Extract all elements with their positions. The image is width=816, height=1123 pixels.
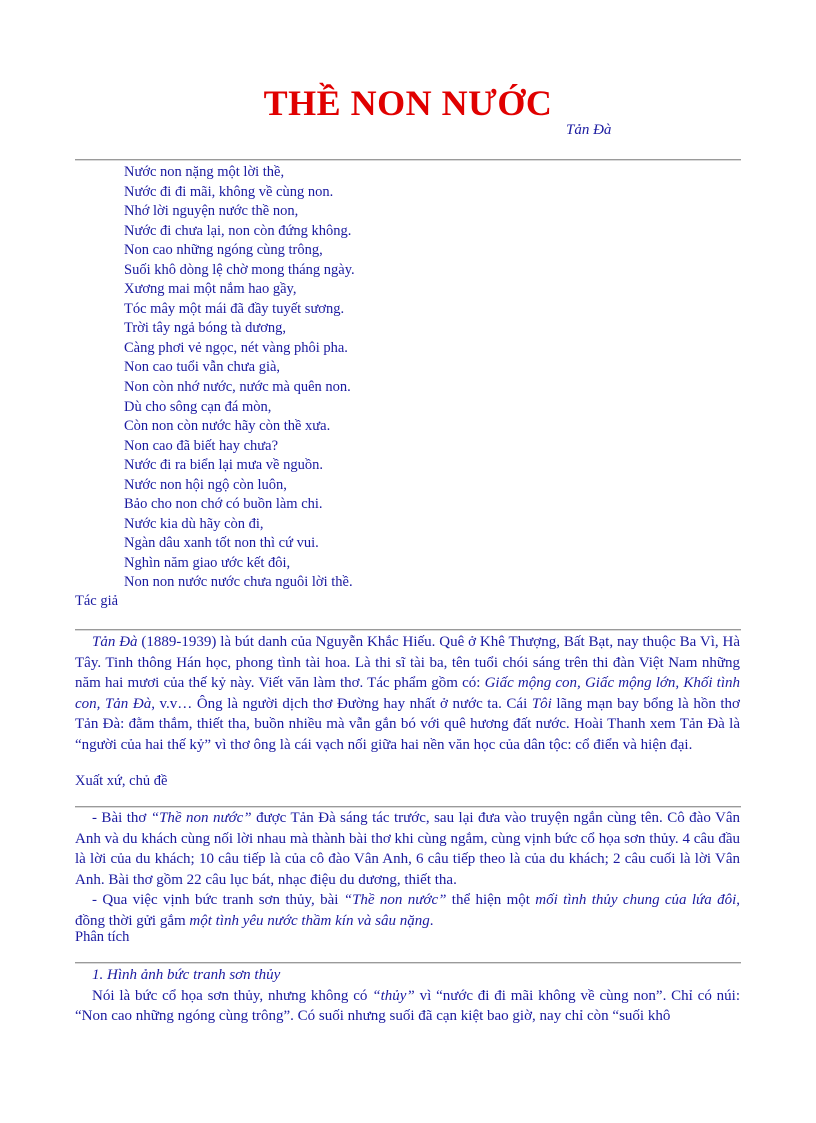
- section-heading-origin: Xuất xứ, chủ đề: [75, 773, 168, 789]
- toi-word: Tôi: [531, 695, 552, 712]
- origin-paragraph: [75, 808, 740, 931]
- analysis-text: vì “nước đi đi mãi không về cùng non”. Chỉ có núi: “Non cao những ngóng cùng trông”. Có suối nhưng suối đã cạn kiệt bao giờ, nay chỉ còn “suối khô: [75, 987, 740, 1024]
- poem-line: Nước đi đi mãi, không về cùng non.: [124, 183, 334, 200]
- origin-bullet-1: [75, 808, 740, 890]
- origin-text: thể hiện một: [446, 892, 536, 908]
- poem-line: Xương mai một nắm hao gầy,: [124, 281, 297, 298]
- section-heading-author: Tác giả: [75, 593, 119, 609]
- poem-title-ref: “Thề non nước”: [150, 810, 252, 826]
- poem-line: Trời tây ngả bóng tà dương,: [124, 320, 287, 337]
- poem-line: Nhớ lời nguyện nước thề non,: [124, 203, 299, 220]
- poem-title-ref: “Thề non nước”: [343, 892, 447, 908]
- poem-line: Non cao những ngóng cùng trông,: [124, 242, 323, 259]
- analysis-subheading: 1. Hình ảnh bức tranh sơn thủy: [92, 967, 281, 983]
- poem-line: Ngàn dâu xanh tốt non thì cứ vui.: [124, 535, 319, 552]
- poem-line: Nước đi ra biển lại mưa về nguồn.: [124, 457, 323, 474]
- poem-line: Nghìn năm giao ước kết đôi,: [124, 554, 291, 571]
- origin-bullet-2: [75, 890, 740, 931]
- author-text-3: lãng mạn bay bổng là hồn thơ Tản Đà: đằm thắm, thiết tha, buồn nhiều mà vẫn gắn bó với quê hương đất nước. Hoài Thanh xem Tản Đà là “người của hai thế kỷ” vì thơ ông là cái vạch nối giữa hai nền văn học của dân tộc: cổ điển và hiện đại.: [75, 695, 740, 753]
- works-list: Giấc mộng con, Giấc mộng lớn, Khối tình con, Tản Đà: [75, 675, 740, 712]
- poem-line: Nước non hội ngộ còn luôn,: [124, 476, 287, 493]
- poem-line: Nước non nặng một lời thề,: [124, 164, 285, 180]
- poem-line: Non cao tuổi vẫn chưa già,: [124, 359, 281, 376]
- author-text-1: (1889-1939) là bút danh của Nguyễn Khắc Hiếu. Quê ở Khê Thượng, Bất Bạt, nay thuộc Ba Vì, Hà Tây. Tinh thông Hán học, phong tình tài hoa. Là thi sĩ tài ba, tên tuổi chói sáng trên thi đàn Việt Nam những năm hai mươi của thế kỷ này. Viết văn làm thơ. Tác phẩm gồm có:: [75, 634, 740, 691]
- poem-line: Dù cho sông cạn đá mòn,: [124, 398, 272, 415]
- author-text-2: , v.v… Ông là người dịch thơ Đường hay nhất ở nước ta. Cái: [151, 695, 532, 712]
- poem-body: [124, 163, 355, 593]
- section-heading-analysis: Phân tích: [75, 929, 130, 945]
- horizontal-rule: [75, 629, 741, 631]
- author-paragraph: [75, 632, 740, 755]
- poem-line: Nước đi chưa lại, non còn đứng không.: [124, 222, 352, 239]
- origin-text: .: [429, 912, 434, 929]
- origin-text: được Tản Đà sáng tác trước, sau lại đưa vào truyện ngắn cùng tên. Cô đào Vân Anh và du khách cùng nối lời nhau mà thành bài thơ khi cùng ngắm, cùng vịnh bức cổ họa sơn thủy. 4 câu đầu là lời của du khách; 10 câu tiếp là của cô đào Vân Anh, 6 câu tiếp theo là của du khách; 2 câu cuối là lời Vân Anh. Bài thơ gồm 22 câu lục bát, nhạc điệu du dương, thiết tha.: [75, 810, 740, 888]
- poem-line: Bảo cho non chớ có buồn làm chi.: [124, 496, 323, 513]
- origin-emphasis: một tình yêu nước thầm kín và sâu nặng: [189, 912, 430, 929]
- origin-emphasis: mối tình thủy chung của lứa đôi: [535, 892, 737, 908]
- poem-line: Tóc mây một mái đã đầy tuyết sương.: [124, 300, 345, 317]
- origin-text: , đồng thời gửi gắm: [75, 892, 740, 929]
- poem-line: Non còn nhớ nước, nước mà quên non.: [124, 379, 351, 396]
- poem-line: Suối khô dòng lệ chờ mong tháng ngày.: [124, 261, 355, 278]
- analysis-emphasis: “thủy”: [372, 987, 415, 1004]
- author-name: Tản Đà: [92, 634, 138, 650]
- origin-text: - Bài thơ: [92, 810, 151, 826]
- analysis-text: Nói là bức cổ họa sơn thủy, nhưng không có: [92, 987, 373, 1004]
- poem-line: Nước kia dù hãy còn đi,: [124, 515, 264, 532]
- poem-line: Càng phơi vẻ ngọc, nét vàng phôi pha.: [124, 339, 348, 356]
- horizontal-rule: [75, 962, 741, 964]
- poem-title: THỀ NON NƯỚC: [263, 83, 553, 123]
- analysis-paragraph: [75, 965, 740, 1027]
- horizontal-rule: [75, 159, 741, 161]
- origin-text: - Qua việc vịnh bức tranh sơn thủy, bài: [92, 892, 344, 908]
- poem-line: Còn non còn nước hãy còn thề xưa.: [124, 418, 331, 435]
- poem-line: Non non nước nước chưa nguôi lời thề.: [124, 574, 353, 591]
- poem-line: Non cao đã biết hay chưa?: [124, 437, 278, 454]
- poem-author: Tản Đà: [566, 122, 612, 138]
